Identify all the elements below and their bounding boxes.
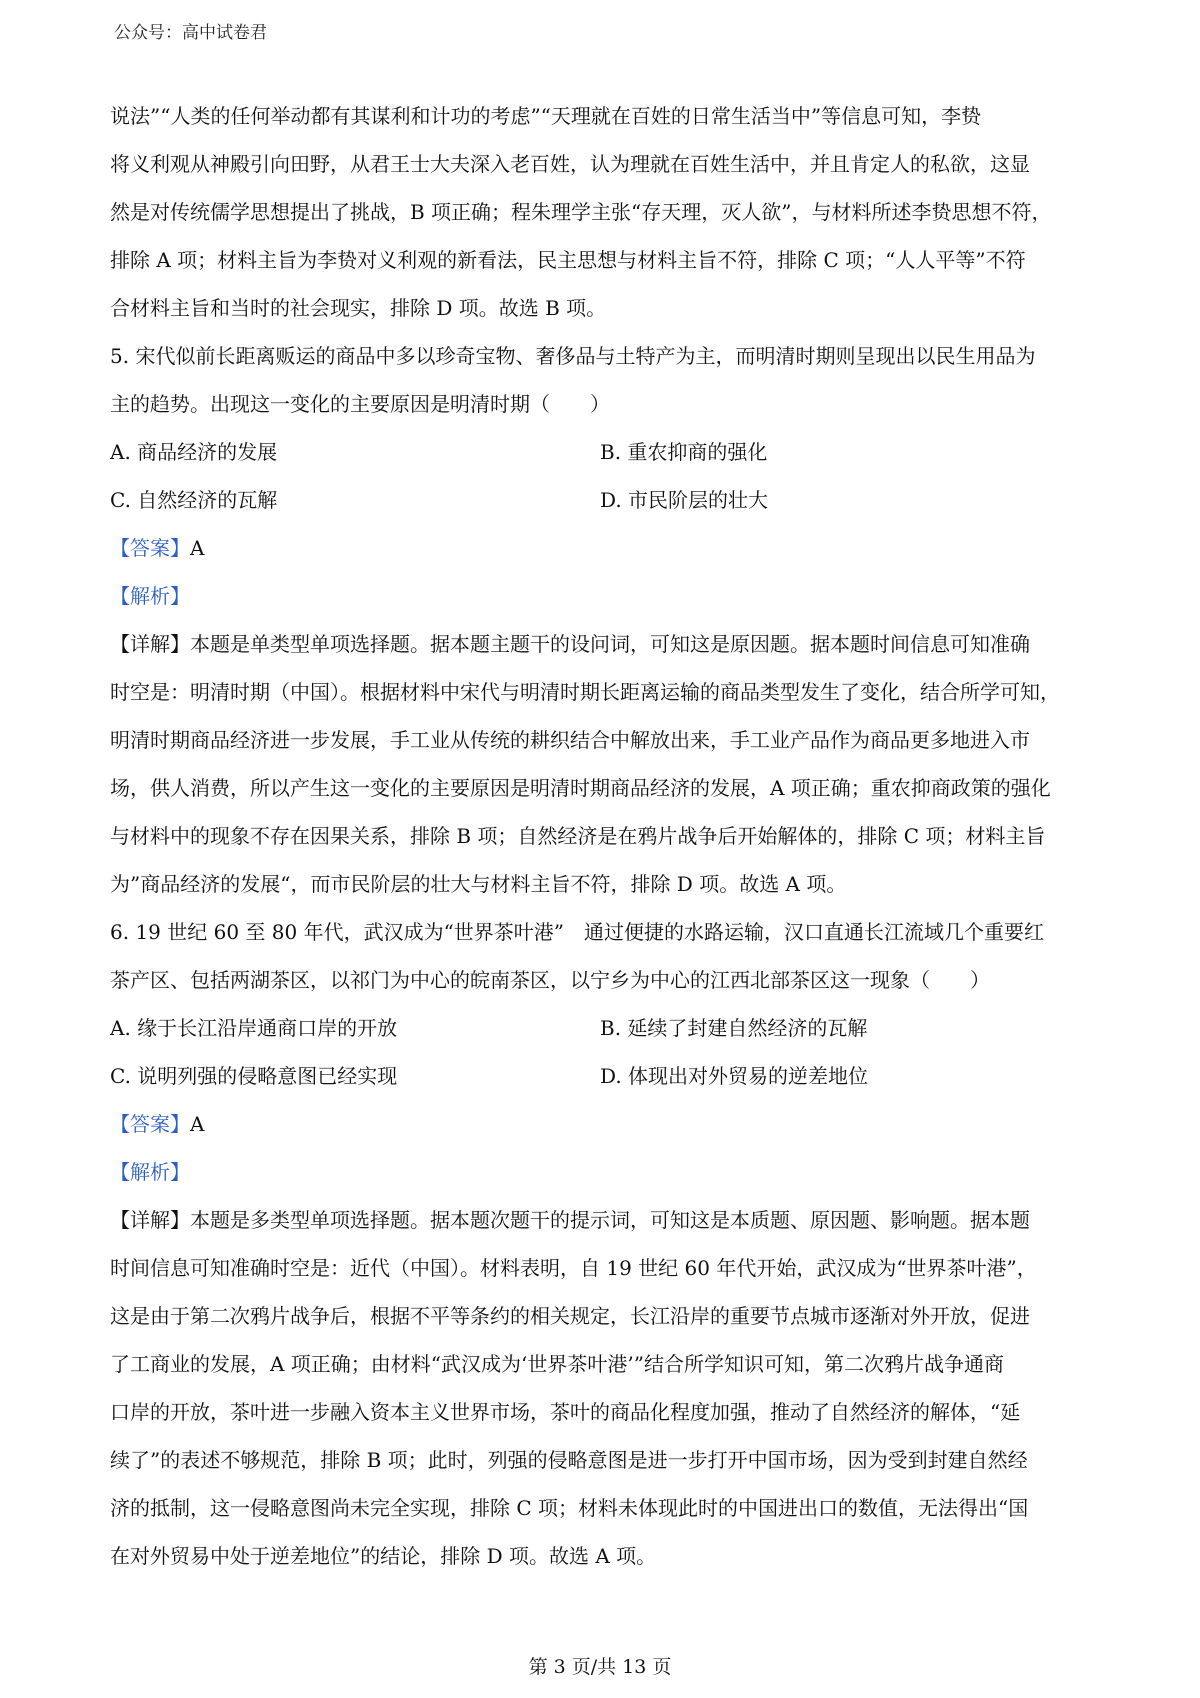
answer-value: A: [190, 536, 205, 560]
question-stem: 6. 19 世纪 60 至 80 年代，武汉成为“世界茶叶港” 通过便捷的水路运输，汉口直通长江流域几个重要红: [110, 920, 1045, 944]
question-stem: 茶产区、包括两湖茶区，以祁门为中心的皖南茶区，以宁乡为中心的江西北部茶区这一现象（ ）: [110, 968, 990, 992]
question-stem: 主的趋势。出现这一变化的主要原因是明清时期（ ）: [110, 392, 610, 416]
detail-line: 时间信息可知准确时空是：近代（中国）。材料表明，自 19 世纪 60 年代开始，武汉成为“世界茶叶港”，: [110, 1256, 1037, 1280]
answer-line: [110, 524, 1090, 572]
text-line: 排除 A 项；材料主旨为李贽对义利观的新看法，民主思想与材料主旨不符，排除 C 项；“人人平等”不符: [110, 248, 1026, 272]
option-d: D. 市民阶层的壮大: [600, 488, 769, 512]
detail-line: 续了”的表述不够规范，排除 B 项；此时，列强的侵略意图是进一步打开中国市场，因为受到封建自然经: [110, 1448, 1028, 1472]
watermark-text: 公众号：高中试卷君: [114, 23, 267, 43]
detail-line: 口岸的开放，茶叶进一步融入资本主义世界市场，茶叶的商品化程度加强，推动了自然经济的解体，“延: [110, 1400, 1021, 1424]
detail-line: 场，供人消费，所以产生这一变化的主要原因是明清时期商品经济的发展，A 项正确；重农抑商政策的强化: [110, 776, 1051, 800]
detail-line: 了工商业的发展，A 项正确；由材料“武汉成为‘世界茶叶港’”结合所学知识可知，第二次鸦片战争通商: [110, 1352, 1004, 1376]
page-content: [110, 92, 1090, 1580]
detail-line: 在对外贸易中处于逆差地位”的结论，排除 D 项。故选 A 项。: [110, 1544, 657, 1568]
option-d: D. 体现出对外贸易的逆差地位: [600, 1064, 869, 1088]
option-c: C. 说明列强的侵略意图已经实现: [110, 1064, 398, 1088]
previous-explanation: [110, 92, 1090, 332]
answer-label: 【答案】: [110, 536, 190, 560]
detail-line: 【详解】本题是单类型单项选择题。据本题主题干的设问词，可知这是原因题。据本题时间信息可知准确: [110, 632, 1030, 656]
option-grid: [110, 428, 1090, 524]
page-number: 第 3 页/共 13 页: [528, 1656, 672, 1678]
option-b: B. 延续了封建自然经济的瓦解: [600, 1016, 868, 1040]
detail-line: 与材料中的现象不存在因果关系，排除 B 项；自然经济是在鸦片战争后开始解体的，排除 C 项；材料主旨: [110, 824, 1046, 848]
question-5: [110, 332, 1090, 908]
option-b: B. 重农抑商的强化: [600, 440, 768, 464]
answer-label: 【答案】: [110, 1112, 190, 1136]
analysis-label: 【解析】: [110, 1160, 190, 1184]
text-line: 合材料主旨和当时的社会现实，排除 D 项。故选 B 项。: [110, 296, 607, 320]
detail-line: 这是由于第二次鸦片战争后，根据不平等条约的相关规定，长江沿岸的重要节点城市逐渐对外开放，促进: [110, 1304, 1030, 1328]
text-line: 将义利观从神殿引向田野，从君王士大夫深入老百姓，认为理就在百姓生活中，并且肯定人的私欲，这显: [110, 152, 1030, 176]
answer-line: [110, 1100, 1090, 1148]
option-c: C. 自然经济的瓦解: [110, 488, 278, 512]
option-grid: [110, 1004, 1090, 1100]
detail-line: 济的抵制，这一侵略意图尚未完全实现，排除 C 项；材料未体现此时的中国进出口的数值，无法得出“国: [110, 1496, 1029, 1520]
detail-line: 时空是：明清时期（中国）。根据材料中宋代与明清时期长距离运输的商品类型发生了变化，结合所学可知，: [110, 680, 1060, 704]
option-a: A. 商品经济的发展: [110, 440, 278, 464]
question-6: [110, 908, 1090, 1580]
detail-line: 为”商品经济的发展“，而市民阶层的壮大与材料主旨不符，排除 D 项。故选 A 项。: [110, 872, 847, 896]
text-line: 说法”“人类的任何举动都有其谋利和计功的考虑”“天理就在百姓的日常生活当中”等信息可知，李贽: [110, 104, 982, 128]
detail-line: 【详解】本题是多类型单项选择题。据本题次题干的提示词，可知这是本质题、原因题、影响题。据本题: [110, 1208, 1030, 1232]
detail-line: 明清时期商品经济进一步发展，手工业从传统的耕织结合中解放出来，手工业产品作为商品更多地进入市: [110, 728, 1030, 752]
option-a: A. 缘于长江沿岸通商口岸的开放: [110, 1016, 398, 1040]
answer-value: A: [190, 1112, 205, 1136]
question-stem: 5. 宋代似前长距离贩运的商品中多以珍奇宝物、奢侈品与土特产为主，而明清时期则呈现出以民生用品为: [110, 344, 1036, 368]
text-line: 然是对传统儒学思想提出了挑战，B 项正确；程朱理学主张“存天理，灭人欲”，与材料所述李贽思想不符，: [110, 200, 1052, 224]
analysis-label: 【解析】: [110, 584, 190, 608]
